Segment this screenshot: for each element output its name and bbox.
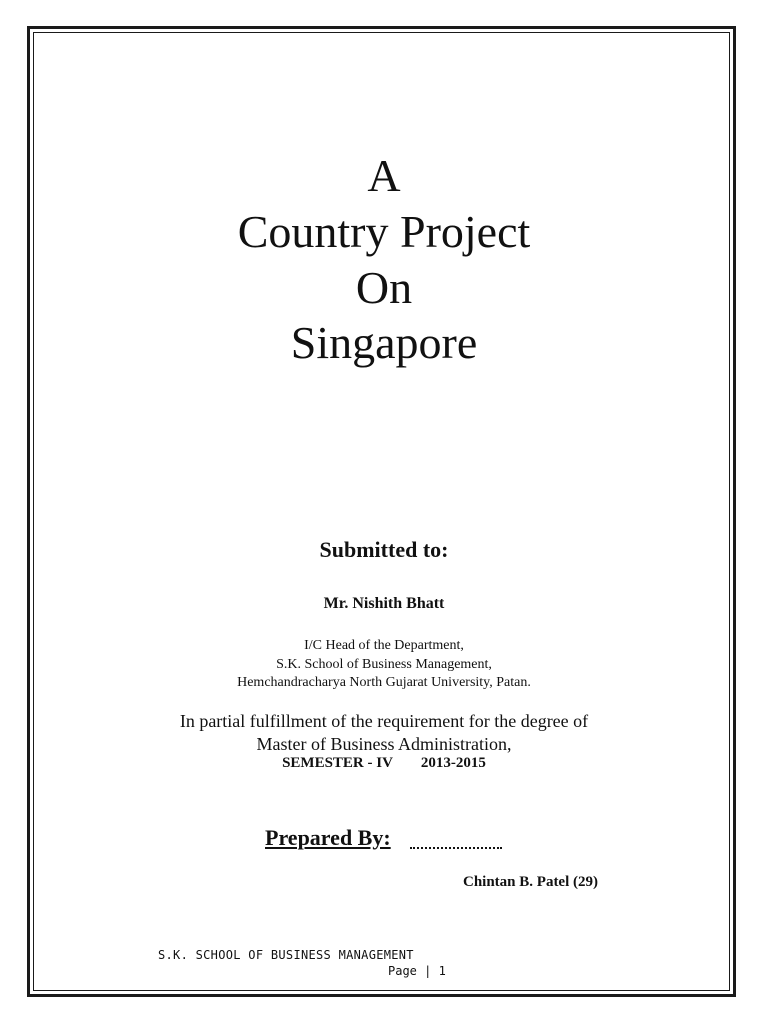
semester-label: SEMESTER - IV — [282, 755, 393, 771]
degree-line-2: Master of Business Administration, — [256, 734, 512, 754]
academic-years: 2013-2015 — [420, 755, 486, 771]
title-line-1: A — [367, 150, 401, 201]
semester-line — [0, 755, 768, 772]
student-name: Chintan B. Patel (29) — [463, 874, 598, 890]
title-line-2: Country Project — [237, 206, 531, 257]
prepared-by-underline — [410, 847, 502, 849]
title-line-4: Singapore — [290, 317, 478, 368]
guide-name: Mr. Nishith Bhatt — [323, 595, 445, 612]
degree-line-1: In partial fulfillment of the requirement for the degree of — [179, 711, 589, 731]
footer-school-name: S.K. SCHOOL OF BUSINESS MANAGEMENT — [158, 948, 414, 962]
submitted-to-heading: Submitted to: — [319, 537, 449, 562]
title-line-3: On — [355, 262, 413, 313]
department-line-1: I/C Head of the Department, — [304, 638, 464, 653]
footer-page-number: Page | 1 — [388, 964, 446, 978]
department-line-3: Hemchandracharya North Gujarat University, Patan. — [237, 675, 531, 690]
department-line-2: S.K. School of Business Management, — [276, 657, 492, 672]
prepared-by-heading: Prepared By: — [265, 825, 391, 850]
